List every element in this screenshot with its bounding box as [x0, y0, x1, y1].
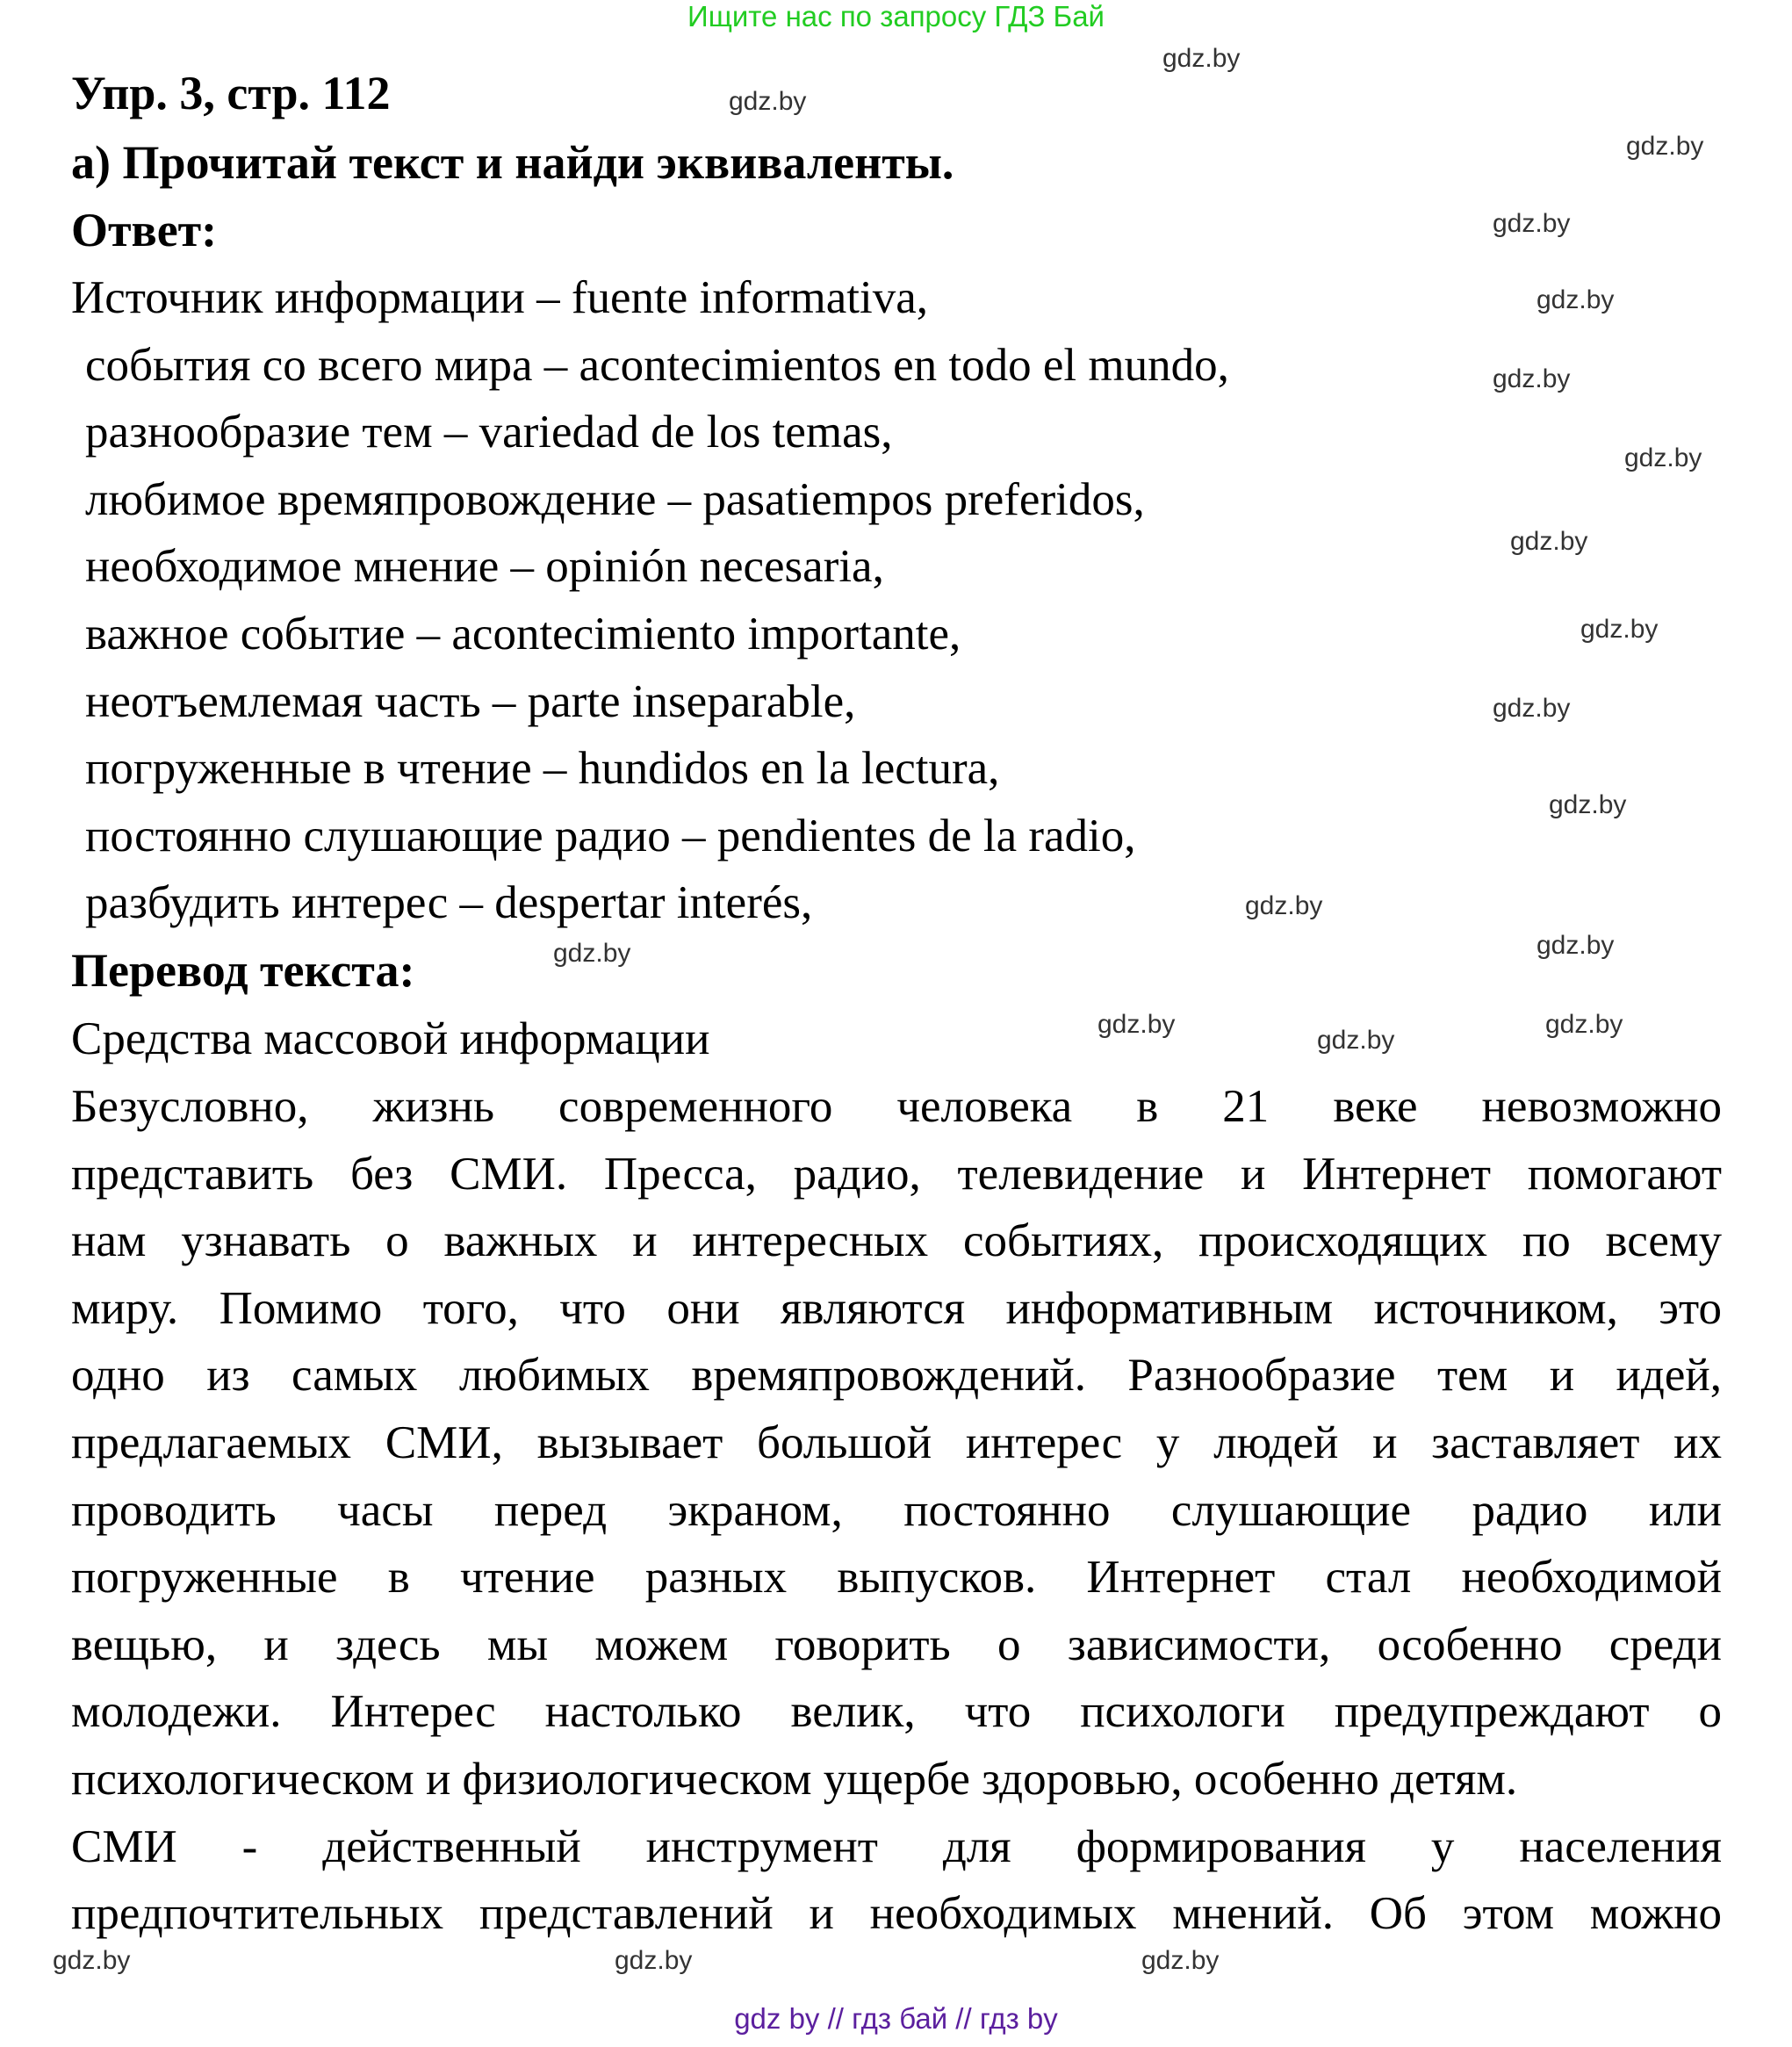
watermark: gdz.by: [1537, 931, 1615, 960]
watermark: gdz.by: [1549, 790, 1627, 819]
watermark: gdz.by: [1245, 891, 1323, 920]
paragraph-line: миру. Помимо того, что они являются информативным источником, это: [71, 1282, 1722, 1334]
watermark: gdz.by: [553, 939, 631, 968]
watermark: gdz.by: [1545, 1010, 1623, 1039]
paragraph-line: предпочтительных представлений и необходимых мнений. Об этом можно: [71, 1888, 1722, 1940]
watermark: gdz.by: [1537, 285, 1615, 314]
answer-label: Ответ:: [71, 204, 218, 256]
paragraph-line: представить без СМИ. Пресса, радио, телевидение и Интернет помогают: [71, 1148, 1722, 1200]
equivalent-item: Источник информации – fuente informativa,: [71, 272, 928, 323]
watermark: gdz.by: [615, 1946, 693, 1975]
top-banner: Ищите нас по запросу ГДЗ Бай: [687, 0, 1105, 32]
watermark: gdz.by: [1493, 209, 1571, 238]
watermark: gdz.by: [53, 1946, 131, 1975]
equivalent-item: разбудить интерес – despertar interés,: [85, 877, 813, 929]
watermark: gdz.by: [1162, 44, 1241, 73]
equivalent-item: необходимое мнение – opinión necesaria,: [85, 541, 884, 593]
watermark: gdz.by: [1626, 132, 1704, 161]
paragraph-line: одно из самых любимых времяпровождений. Разнообразие тем и идей,: [71, 1350, 1722, 1402]
exercise-title: Упр. 3, стр. 112: [71, 67, 391, 119]
translation-title: Средства массовой информации: [71, 1013, 710, 1064]
paragraph-line: проводить часы перед экраном, постоянно слушающие радио или: [71, 1484, 1722, 1536]
equivalent-item: неотъемлемая часть – parte inseparable,: [85, 675, 856, 727]
equivalent-item: разнообразие тем – variedad de los temas,: [85, 407, 893, 458]
footer-links: gdz by // гдз бай // гдз by: [734, 2002, 1058, 2035]
watermark: gdz.by: [1317, 1026, 1395, 1055]
watermark: gdz.by: [1624, 443, 1702, 472]
paragraph-line: СМИ - действенный инструмент для формирования у населения: [71, 1820, 1722, 1872]
paragraph-line: молодежи. Интерес настолько велик, что психологи предупреждают о: [71, 1686, 1722, 1738]
watermark: gdz.by: [1493, 694, 1571, 723]
translation-label: Перевод текста:: [71, 944, 415, 997]
watermark: gdz.by: [1580, 615, 1659, 644]
paragraph-line: психологическом и физиологическом ущербе здоровью, особенно детям.: [71, 1754, 1518, 1805]
task-heading: а) Прочитай текст и найди эквиваленты.: [71, 136, 954, 189]
watermark: gdz.by: [729, 87, 807, 116]
equivalent-item: события со всего мира – acontecimientos en todo el mundo,: [85, 339, 1229, 391]
paragraph-line: вещью, и здесь мы можем говорить о зависимости, особенно среди: [71, 1618, 1722, 1670]
equivalent-item: важное событие – acontecimiento importante,: [85, 609, 961, 660]
paragraph-line: предлагаемых СМИ, вызывает большой интерес у людей и заставляет их: [71, 1417, 1722, 1468]
paragraph-line: нам узнавать о важных и интересных событиях, происходящих по всему: [71, 1215, 1722, 1267]
paragraph-line: погруженные в чтение разных выпусков. Интернет стал необходимой: [71, 1552, 1722, 1604]
paragraph-line: Безусловно, жизнь современного человека в 21 веке невозможно: [71, 1081, 1722, 1132]
equivalent-item: погруженные в чтение – hundidos en la lectura,: [85, 743, 1000, 795]
watermark: gdz.by: [1098, 1010, 1176, 1039]
equivalent-item: постоянно слушающие радио – pendientes de la radio,: [85, 810, 1136, 861]
watermark: gdz.by: [1510, 527, 1588, 556]
watermark: gdz.by: [1141, 1946, 1220, 1975]
watermark: gdz.by: [1493, 364, 1571, 393]
equivalent-item: любимое времяпровождение – pasatiempos preferidos,: [85, 473, 1145, 525]
